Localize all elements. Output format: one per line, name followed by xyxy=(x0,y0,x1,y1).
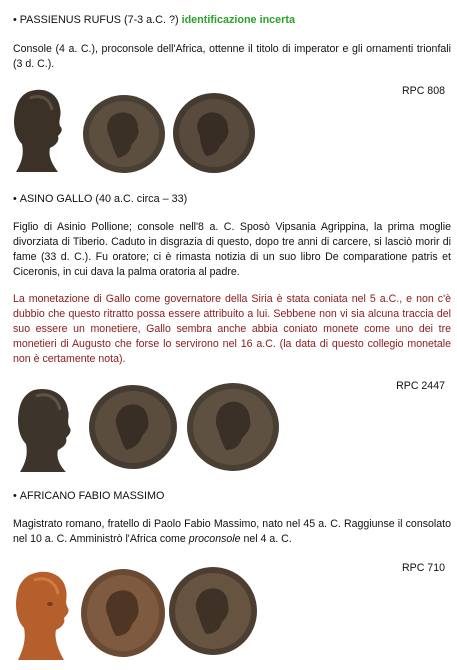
entry-heading xyxy=(13,489,164,504)
rpc-reference: RPC 2447 xyxy=(396,380,445,392)
portrait-head-image xyxy=(8,86,70,172)
coin-reverse-image xyxy=(168,566,258,656)
entry-description: Console (4 a. C.), proconsole dell'Africa, ottenne il titolo di imperator e gli ornamenti trionfali (3 d. C.). xyxy=(13,43,451,70)
coinage-note: La monetazione di Gallo come governatore della Siria è stata coniata nel 5 a.C., e non c'è dubbio che questo ritratto possa essere attribuito a lui. Sebbene non vi sia alcuna traccia del suo essere un monetiere, Gallo sembra anche abbia coniato monete come uno dei tre monetieri di Augusto che forse lo servirono nel 16 a.C. (la data di questo collegio monetale non è certamente nota). xyxy=(13,293,451,365)
entry-name: ASINO GALLO (40 a.C. circa – 33) xyxy=(19,193,188,205)
entry-description xyxy=(13,517,451,547)
entry-heading xyxy=(13,192,187,207)
bullet: • xyxy=(13,193,17,205)
bullet: • xyxy=(13,14,17,26)
coin-reverse-image xyxy=(172,92,256,174)
coin-obverse-image xyxy=(80,568,166,658)
rpc-reference: RPC 808 xyxy=(402,85,445,97)
description-italic: proconsole xyxy=(188,533,241,545)
entry-description: Figlio di Asinio Pollione; console nell'8 a. C. Sposò Vipsania Agrippina, la prima moglie divorziata di Tiberio. Caduto in disgrazia di questo, dopo tre anni di carcere, si lasciò morir di fame (33 d. C.). Fu oratore; ci è rimasta notizia di un suo libro De comparatione patris et Ciceronis, in cui dava la palma oratoria al padre. xyxy=(13,221,451,278)
coin-reverse-image xyxy=(186,382,280,472)
entry-name: AFRICANO FABIO MASSIMO xyxy=(19,490,165,502)
rpc-reference: RPC 710 xyxy=(402,562,445,574)
entry-heading xyxy=(13,13,295,28)
entry-name: PASSIENUS RUFUS (7-3 a.C. ?) xyxy=(19,14,179,26)
bullet: • xyxy=(13,490,17,502)
portrait-head-image xyxy=(12,386,80,472)
coin-obverse-image xyxy=(82,94,166,174)
portrait-head-image xyxy=(10,568,78,660)
description-text-end: nel 4 a. C. xyxy=(240,533,292,545)
description-text: Magistrato romano, fratello di Paolo Fabio Massimo, nato nel 45 a. C. Raggiunse il consolato nel 10 a. C. Amministrò l'Africa come xyxy=(13,518,451,545)
uncertain-identification-note: identificazione incerta xyxy=(181,14,295,26)
coin-obverse-image xyxy=(88,384,178,470)
